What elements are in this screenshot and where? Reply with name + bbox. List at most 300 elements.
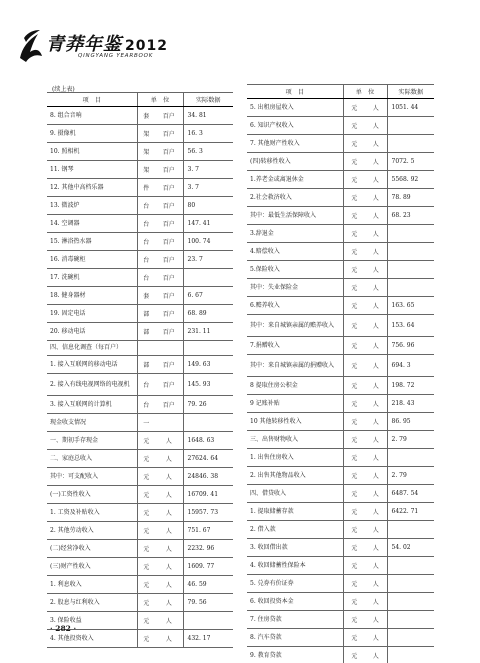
row-item-label: 12. 其他中高档乐器 — [47, 179, 137, 197]
row-unit: 元 — [343, 593, 365, 611]
row-value — [387, 611, 434, 629]
table-row — [247, 279, 434, 297]
row-value — [183, 341, 233, 356]
table-row — [247, 467, 434, 485]
row-unit: 元 — [137, 504, 155, 522]
row-unit: 架 — [137, 161, 155, 179]
row-unit: 元 — [343, 135, 365, 153]
row-unit: 元 — [343, 539, 365, 557]
row-value: 218. 43 — [387, 395, 434, 413]
row-unit: 元 — [343, 189, 365, 207]
row-item-label: 11. 钢琴 — [47, 161, 137, 179]
row-unit-base: 人 — [155, 558, 183, 576]
row-item-label: 6. 收回投资本金 — [247, 593, 343, 611]
table-row — [247, 539, 434, 557]
row-unit-base: 百户 — [155, 305, 183, 323]
row-unit-base: 人 — [365, 117, 387, 135]
row-unit: 元 — [343, 355, 365, 377]
row-item-label: 7.捐赠收入 — [247, 337, 343, 355]
row-value: 6. 67 — [183, 287, 233, 305]
row-item-label: 其中：来自城镇亲属的捐赠收入 — [247, 355, 343, 377]
row-unit: 元 — [343, 647, 365, 663]
row-value: 147. 41 — [183, 215, 233, 233]
table-row — [47, 558, 233, 576]
row-unit-base: 百户 — [155, 179, 183, 197]
row-unit-base: 人 — [365, 153, 387, 171]
row-unit: 元 — [343, 171, 365, 189]
row-unit: 元 — [137, 576, 155, 594]
table-row — [247, 297, 434, 315]
table-row — [47, 251, 233, 269]
row-unit-base: 百户 — [155, 287, 183, 305]
row-unit: 架 — [137, 125, 155, 143]
row-value: 756. 96 — [387, 337, 434, 355]
row-unit: 元 — [343, 431, 365, 449]
row-item-label: 1. 工资及补贴收入 — [47, 504, 137, 522]
row-item-label: 其中：来自城镇亲属的赡养收入 — [247, 315, 343, 337]
continued-label: (续上表) — [52, 86, 75, 93]
table-row — [47, 396, 233, 414]
right-table — [247, 84, 434, 663]
row-value: 68. 89 — [183, 305, 233, 323]
row-unit-base: 人 — [155, 522, 183, 540]
row-item-label: 17. 洗碗机 — [47, 269, 137, 287]
table-row — [47, 269, 233, 287]
row-unit: 元 — [343, 153, 365, 171]
row-item-label: 其中：失业保险金 — [247, 279, 343, 297]
row-value: 2. 79 — [387, 467, 434, 485]
row-item-label: 4. 其他投资收入 — [47, 630, 137, 648]
row-value: 1648. 63 — [183, 432, 233, 450]
row-value: 54. 02 — [387, 539, 434, 557]
row-value: 2232. 96 — [183, 540, 233, 558]
row-unit-base: 百户 — [155, 125, 183, 143]
row-item-label: 8. 组合音响 — [47, 107, 137, 125]
row-unit-base: 百户 — [155, 356, 183, 374]
row-item-label: 2. 接入有线电视网络的电视机 — [47, 374, 137, 396]
brand-subtitle: QINGYANG YEARBOOK — [78, 53, 154, 59]
row-item-label: 9. 摄像机 — [47, 125, 137, 143]
row-unit-base: 人 — [365, 135, 387, 153]
row-value: 24846. 38 — [183, 468, 233, 486]
row-unit: 部 — [137, 356, 155, 374]
row-unit: 元 — [137, 594, 155, 612]
row-unit-base — [155, 414, 183, 432]
row-value: 2. 79 — [387, 431, 434, 449]
table-row — [47, 107, 233, 125]
row-item-label: 8 提取住房公积金 — [247, 377, 343, 395]
row-value — [387, 575, 434, 593]
row-unit-base: 人 — [365, 629, 387, 647]
col-item-header: 项 目 — [247, 85, 343, 99]
row-value: 15957. 73 — [183, 504, 233, 522]
row-unit-base: 人 — [365, 99, 387, 117]
row-item-label: 2. 借入款 — [247, 521, 343, 539]
row-value: 153. 64 — [387, 315, 434, 337]
row-item-label: (三)财产性收入 — [47, 558, 137, 576]
table-row — [247, 629, 434, 647]
table-row — [47, 504, 233, 522]
row-value: 86. 95 — [387, 413, 434, 431]
row-unit: 元 — [343, 485, 365, 503]
row-unit-base: 人 — [365, 539, 387, 557]
row-unit-base: 百户 — [155, 269, 183, 287]
row-unit: 部 — [137, 323, 155, 341]
row-value: 3. 7 — [183, 179, 233, 197]
col-value-header: 实际数据 — [183, 93, 233, 107]
page-number: · 282 · — [50, 624, 77, 633]
row-item-label: 一、期初手存现金 — [47, 432, 137, 450]
row-value — [387, 557, 434, 575]
table-row — [247, 337, 434, 355]
row-unit: 元 — [137, 630, 155, 648]
row-unit: 台 — [137, 396, 155, 414]
row-value — [183, 269, 233, 287]
table-row — [47, 468, 233, 486]
table-row — [47, 540, 233, 558]
row-unit-base: 人 — [155, 594, 183, 612]
row-item-label: 其中：可支配收入 — [47, 468, 137, 486]
row-value: 1609. 77 — [183, 558, 233, 576]
table-row — [47, 432, 233, 450]
row-unit: 元 — [343, 315, 365, 337]
row-value: 694. 3 — [387, 355, 434, 377]
row-item-label: 其中：最低生活保障收入 — [247, 207, 343, 225]
table-row — [247, 557, 434, 575]
row-item-label: 1. 利息收入 — [47, 576, 137, 594]
row-unit: 件 — [137, 179, 155, 197]
row-unit: 元 — [137, 558, 155, 576]
row-item-label: 15. 淋浴热水器 — [47, 233, 137, 251]
row-value: 27624. 64 — [183, 450, 233, 468]
col-item-header: 项 目 — [47, 93, 137, 107]
row-item-label: (四)转移性收入 — [247, 153, 343, 171]
row-unit-base: 百户 — [155, 396, 183, 414]
table-row — [247, 593, 434, 611]
row-item-label: 四、信息化调查（每百户） — [47, 341, 137, 356]
row-value: 46. 59 — [183, 576, 233, 594]
row-item-label: 2. 股息与红利收入 — [47, 594, 137, 612]
table-row — [47, 197, 233, 215]
row-value: 34. 81 — [183, 107, 233, 125]
row-value — [387, 135, 434, 153]
table-row — [47, 143, 233, 161]
row-unit: 台 — [137, 269, 155, 287]
row-unit-base: 人 — [155, 432, 183, 450]
row-value — [387, 593, 434, 611]
row-unit-base: 人 — [365, 315, 387, 337]
row-item-label: 14. 空调器 — [47, 215, 137, 233]
row-unit: 套 — [137, 287, 155, 305]
table-row — [247, 243, 434, 261]
table-row — [247, 207, 434, 225]
row-unit: 架 — [137, 143, 155, 161]
row-value: 100. 74 — [183, 233, 233, 251]
row-unit-base: 人 — [155, 504, 183, 522]
row-value — [387, 629, 434, 647]
row-unit: 元 — [343, 467, 365, 485]
row-unit-base: 人 — [365, 503, 387, 521]
row-unit: 元 — [137, 612, 155, 630]
row-unit: 台 — [137, 374, 155, 396]
row-unit: 元 — [137, 432, 155, 450]
row-value: 3. 7 — [183, 161, 233, 179]
row-value: 80 — [183, 197, 233, 215]
row-item-label: (一)工资性收入 — [47, 486, 137, 504]
row-item-label: 2.社会救济收入 — [247, 189, 343, 207]
row-value: 163. 65 — [387, 297, 434, 315]
table-row — [247, 431, 434, 449]
table-row — [47, 179, 233, 197]
row-unit-base: 人 — [365, 261, 387, 279]
row-item-label: 4. 收回储蓄性保险本 — [247, 557, 343, 575]
row-item-label: 7. 住房贷款 — [247, 611, 343, 629]
table-row — [247, 171, 434, 189]
row-value: 5568. 92 — [387, 171, 434, 189]
row-unit: 台 — [137, 215, 155, 233]
row-unit-base: 人 — [155, 630, 183, 648]
row-unit-base: 人 — [155, 468, 183, 486]
row-unit-base: 百户 — [155, 161, 183, 179]
row-unit-base: 百户 — [155, 233, 183, 251]
row-value — [387, 647, 434, 663]
row-unit-base: 人 — [155, 486, 183, 504]
row-item-label: 3. 接入互联网的计算机 — [47, 396, 137, 414]
row-unit-base: 百户 — [155, 107, 183, 125]
row-unit: 元 — [343, 297, 365, 315]
row-unit: 元 — [343, 557, 365, 575]
left-table-header — [47, 93, 233, 107]
row-unit-base: 人 — [365, 449, 387, 467]
col-unit-header: 单 位 — [137, 93, 183, 107]
row-value — [183, 414, 233, 432]
row-unit: 元 — [343, 521, 365, 539]
row-unit-base: 人 — [365, 207, 387, 225]
row-value: 6422. 71 — [387, 503, 434, 521]
row-item-label: 4.赔偿收入 — [247, 243, 343, 261]
table-row — [247, 377, 434, 395]
row-unit: 台 — [137, 251, 155, 269]
table-row — [47, 341, 233, 356]
row-value: 23. 7 — [183, 251, 233, 269]
row-item-label: 5. 兑券有价证券 — [247, 575, 343, 593]
row-unit-base: 人 — [155, 612, 183, 630]
col-unit-header: 单 位 — [343, 85, 387, 99]
row-unit: 套 — [137, 107, 155, 125]
row-item-label: 2. 其他劳动收入 — [47, 522, 137, 540]
table-row — [47, 594, 233, 612]
table-row — [47, 305, 233, 323]
row-unit: 元 — [343, 449, 365, 467]
table-row — [247, 449, 434, 467]
row-unit: 元 — [343, 575, 365, 593]
table-row — [47, 486, 233, 504]
table-row — [247, 647, 434, 663]
table-row — [47, 323, 233, 341]
row-unit-base: 人 — [365, 377, 387, 395]
row-unit-base: 人 — [365, 171, 387, 189]
row-value: 16. 3 — [183, 125, 233, 143]
row-unit — [137, 341, 155, 356]
table-row — [47, 576, 233, 594]
row-unit-base: 人 — [365, 431, 387, 449]
table-row — [47, 356, 233, 374]
row-unit-base: 人 — [365, 467, 387, 485]
row-unit-base: 人 — [365, 557, 387, 575]
col-value-header: 实际数据 — [387, 85, 434, 99]
table-row — [47, 161, 233, 179]
row-value: 198. 72 — [387, 377, 434, 395]
brand-year: 2012 — [125, 38, 168, 54]
table-row — [247, 575, 434, 593]
table-row — [247, 117, 434, 135]
table-row — [247, 261, 434, 279]
row-unit-base: 人 — [365, 243, 387, 261]
row-value — [183, 612, 233, 630]
row-unit: 一 — [137, 414, 155, 432]
table-row — [247, 135, 434, 153]
row-value — [387, 243, 434, 261]
row-value: 56. 3 — [183, 143, 233, 161]
table-row — [47, 233, 233, 251]
row-item-label: 3.辞退金 — [247, 225, 343, 243]
table-row — [47, 450, 233, 468]
row-unit-base: 人 — [365, 647, 387, 663]
row-unit-base: 人 — [155, 540, 183, 558]
row-unit: 部 — [137, 305, 155, 323]
row-item-label: 8. 汽车贷款 — [247, 629, 343, 647]
row-item-label: 19. 固定电话 — [47, 305, 137, 323]
row-item-label: 16. 消毒碗柜 — [47, 251, 137, 269]
row-value — [387, 225, 434, 243]
table-row — [47, 215, 233, 233]
row-unit: 元 — [343, 337, 365, 355]
table-row — [247, 413, 434, 431]
right-table-header — [247, 85, 434, 99]
row-unit-base: 人 — [365, 521, 387, 539]
row-item-label: 13. 微波炉 — [47, 197, 137, 215]
row-value: 79. 56 — [183, 594, 233, 612]
row-value: 68. 23 — [387, 207, 434, 225]
row-value: 145. 93 — [183, 374, 233, 396]
table-row — [247, 189, 434, 207]
row-unit-base: 百户 — [155, 143, 183, 161]
table-row — [47, 374, 233, 396]
row-unit: 台 — [137, 233, 155, 251]
table-row — [47, 414, 233, 432]
row-unit-base: 人 — [365, 413, 387, 431]
row-unit-base: 百户 — [155, 374, 183, 396]
row-value: 149. 63 — [183, 356, 233, 374]
row-unit-base: 人 — [365, 593, 387, 611]
row-unit: 元 — [137, 486, 155, 504]
row-unit-base: 百户 — [155, 323, 183, 341]
row-value: 231. 11 — [183, 323, 233, 341]
row-unit-base: 人 — [155, 576, 183, 594]
row-unit: 元 — [343, 395, 365, 413]
row-item-label: 5.保险收入 — [247, 261, 343, 279]
row-unit: 元 — [343, 629, 365, 647]
row-value: 1051. 44 — [387, 99, 434, 117]
row-value: 7072. 5 — [387, 153, 434, 171]
row-value — [387, 449, 434, 467]
row-value: 432. 17 — [183, 630, 233, 648]
row-value: 78. 89 — [387, 189, 434, 207]
row-unit-base: 百户 — [155, 251, 183, 269]
row-unit: 元 — [343, 377, 365, 395]
row-unit-base: 人 — [365, 575, 387, 593]
row-unit: 元 — [343, 99, 365, 117]
row-unit: 元 — [137, 468, 155, 486]
row-value — [387, 261, 434, 279]
row-unit: 元 — [343, 225, 365, 243]
row-unit: 元 — [343, 503, 365, 521]
row-unit: 元 — [343, 117, 365, 135]
row-item-label: (二)经营净收入 — [47, 540, 137, 558]
row-value: 79. 26 — [183, 396, 233, 414]
table-row — [47, 125, 233, 143]
row-value — [387, 117, 434, 135]
row-unit: 元 — [343, 207, 365, 225]
row-item-label: 9 记账补贴 — [247, 395, 343, 413]
row-item-label: 1. 提取储蓄存款 — [247, 503, 343, 521]
row-item-label: 6. 知识产权收入 — [247, 117, 343, 135]
yearbook-header — [16, 28, 216, 68]
row-unit: 元 — [343, 243, 365, 261]
row-item-label: 2. 出售其他物品收入 — [247, 467, 343, 485]
table-row — [247, 521, 434, 539]
row-item-label: 1.养老金或离退休金 — [247, 171, 343, 189]
row-item-label: 20. 移动电话 — [47, 323, 137, 341]
row-unit-base: 人 — [365, 395, 387, 413]
row-item-label: 四、借贷收入 — [247, 485, 343, 503]
qingyang-logo-icon — [16, 28, 46, 64]
table-row — [247, 355, 434, 377]
row-unit-base: 人 — [365, 297, 387, 315]
row-item-label: 三、出售财物收入 — [247, 431, 343, 449]
row-value — [387, 521, 434, 539]
row-item-label: 9. 教育贷款 — [247, 647, 343, 663]
row-unit-base: 人 — [365, 189, 387, 207]
left-table — [47, 92, 233, 648]
row-item-label: 现金收支情况 — [47, 414, 137, 432]
row-unit: 元 — [137, 540, 155, 558]
row-unit-base — [155, 341, 183, 356]
row-unit: 元 — [137, 522, 155, 540]
table-row — [247, 485, 434, 503]
row-item-label: 二、家庭总收入 — [47, 450, 137, 468]
row-item-label: 18. 健身器材 — [47, 287, 137, 305]
table-row — [247, 225, 434, 243]
row-item-label: 10. 照相机 — [47, 143, 137, 161]
row-item-label: 5. 出租房屋收入 — [247, 99, 343, 117]
row-item-label: 7. 其他财产性收入 — [247, 135, 343, 153]
table-row — [247, 395, 434, 413]
row-item-label: 1. 接入互联网的移动电话 — [47, 356, 137, 374]
row-unit-base: 人 — [365, 279, 387, 297]
row-value — [387, 279, 434, 297]
row-value: 16709. 41 — [183, 486, 233, 504]
row-unit: 元 — [343, 413, 365, 431]
row-value: 6487. 54 — [387, 485, 434, 503]
row-item-label: 1. 出售住房收入 — [247, 449, 343, 467]
row-unit: 元 — [343, 611, 365, 629]
row-unit: 台 — [137, 197, 155, 215]
table-row — [247, 99, 434, 117]
row-unit-base: 人 — [365, 611, 387, 629]
row-unit-base: 人 — [365, 225, 387, 243]
table-row — [247, 315, 434, 337]
